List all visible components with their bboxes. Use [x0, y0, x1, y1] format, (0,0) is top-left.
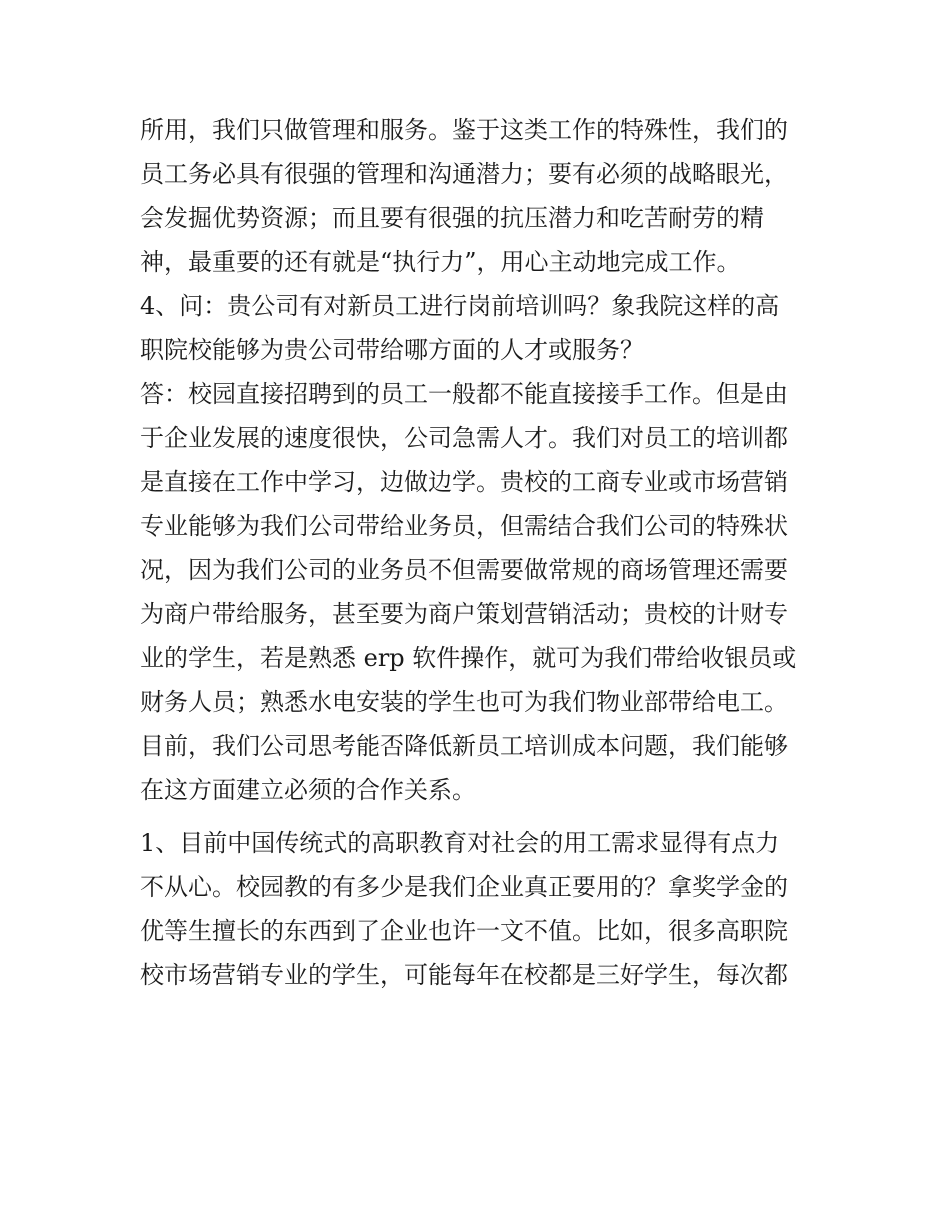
text-line: 于企业发展的速度很快，公司急需人才。我们对员工的培训都: [140, 424, 788, 452]
text-line: 况，因为我们公司的业务员不但需要做常规的商场管理还需要: [140, 556, 788, 584]
text-line: 职院校能够为贵公司带给哪方面的人才或服务？: [140, 336, 644, 364]
text-line: 会发掘优势资源；而且要有很强的抗压潜力和吃苦耐劳的精: [140, 204, 764, 232]
text-line: 为商户带给服务，甚至要为商户策划营销活动；贵校的计财专: [140, 600, 788, 628]
text-line: 是直接在工作中学习，边做边学。贵校的工商专业或市场营销: [140, 468, 788, 496]
text-line: 员工务必具有很强的管理和沟通潜力；要有必须的战略眼光，: [140, 160, 788, 188]
text-line: 不从心。校园教的有多少是我们企业真正要用的？拿奖学金的: [140, 873, 788, 901]
text-line: 优等生擅长的东西到了企业也许一文不值。比如，很多高职院: [140, 917, 788, 945]
text-line: 业的学生，若是熟悉 erp 软件操作，就可为我们带给收银员或: [140, 644, 797, 672]
text-line: 在这方面建立必须的合作关系。: [140, 776, 476, 804]
text-line: 4、问：贵公司有对新员工进行岗前培训吗？象我院这样的高: [140, 292, 780, 320]
text-line: 神，最重要的还有就是“执行力”，用心主动地完成工作。: [140, 248, 741, 276]
document-body: [140, 108, 820, 997]
text-line: 1、目前中国传统式的高职教育对社会的用工需求显得有点力: [140, 829, 780, 857]
text-line: 目前，我们公司思考能否降低新员工培训成本问题，我们能够: [140, 732, 788, 760]
text-line: 专业能够为我们公司带给业务员，但需结合我们公司的特殊状: [140, 512, 788, 540]
text-line: 所用，我们只做管理和服务。鉴于这类工作的特殊性，我们的: [140, 116, 788, 144]
text-line: 答：校园直接招聘到的员工一般都不能直接接手工作。但是由: [140, 380, 788, 408]
text-line: 校市场营销专业的学生，可能每年在校都是三好学生，每次都: [140, 961, 788, 989]
text-line: 财务人员；熟悉水电安装的学生也可为我们物业部带给电工。: [140, 688, 788, 716]
